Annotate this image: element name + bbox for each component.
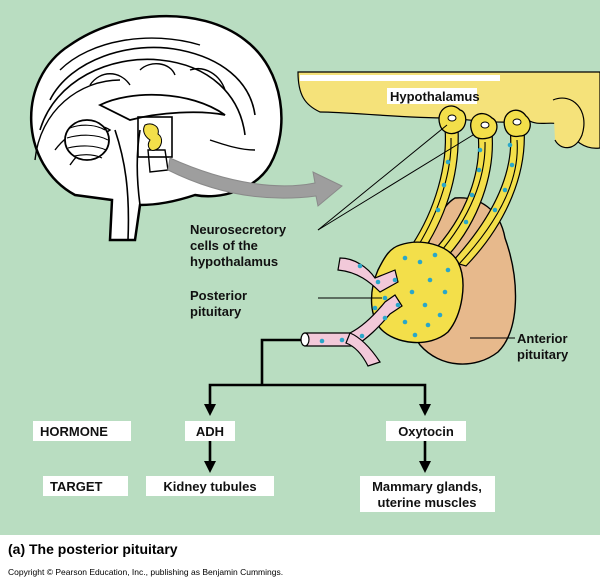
brain-sagittal-view <box>31 16 281 240</box>
hypothalamus-label: Hypothalamus <box>390 89 480 104</box>
blood-vessels <box>301 258 402 366</box>
anterior-pituitary-label-line1: Anterior <box>517 331 568 346</box>
figure-caption: (a) The posterior pituitary <box>8 541 178 557</box>
neurosecretory-label-line1: Neurosecretory <box>190 222 287 237</box>
anterior-pituitary-label-line2: pituitary <box>517 347 569 362</box>
cerebellum <box>65 120 109 160</box>
hormone-oxytocin: Oxytocin <box>398 424 454 439</box>
posterior-pituitary-label-line2: pituitary <box>190 304 242 319</box>
neurosecretory-label-line2: cells of the <box>190 238 258 253</box>
target-row-label: TARGET <box>50 479 103 494</box>
posterior-pituitary-lobe <box>372 242 463 342</box>
target-kidney-tubules: Kidney tubules <box>163 479 257 494</box>
target-mammary-line1: Mammary glands, <box>372 479 482 494</box>
flow-arrows <box>210 340 425 462</box>
posterior-pituitary-label-line1: Posterior <box>190 288 248 303</box>
neurosecretory-label-line3: hypothalamus <box>190 254 279 269</box>
hormone-row-label: HORMONE <box>40 424 108 439</box>
target-mammary-line2: uterine muscles <box>377 495 477 510</box>
copyright-notice: Copyright © Pearson Education, Inc., publishing as Benjamin Cummings. <box>8 567 284 577</box>
hormone-adh: ADH <box>195 424 225 439</box>
